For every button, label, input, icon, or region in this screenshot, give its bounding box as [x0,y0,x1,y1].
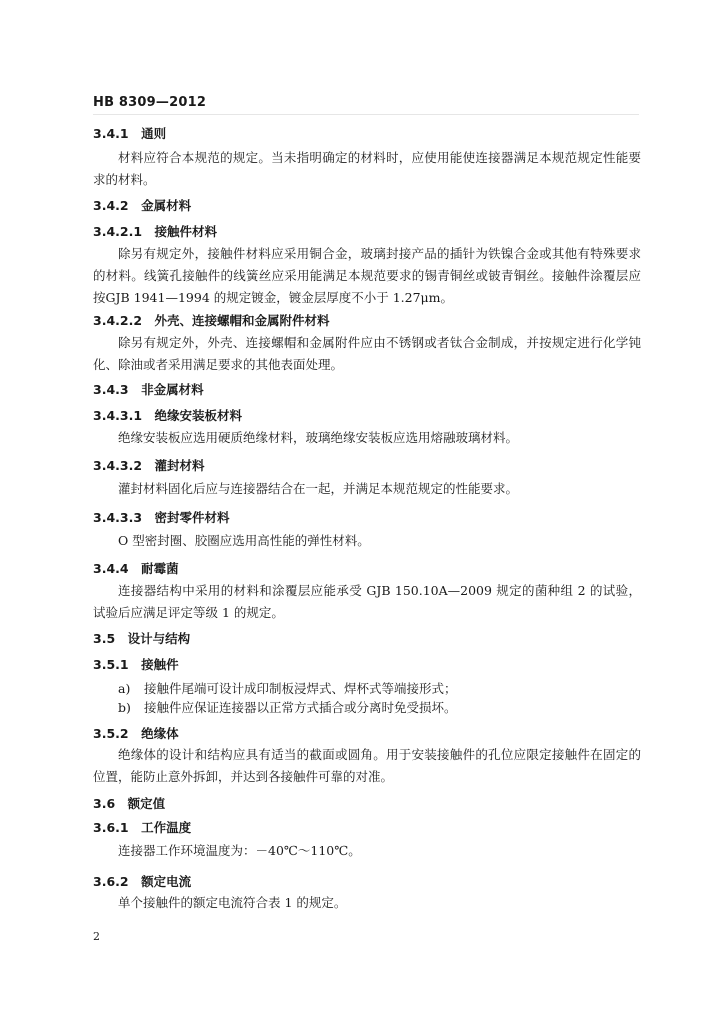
heading-3-4-3: 3.4.3 非金属材料 [93,382,204,397]
heading-3-4-2: 3.4.2 金属材料 [93,198,192,213]
page-number: 2 [93,930,100,943]
paragraph-3-4-2-2: 除另有规定外，外壳、连接螺帽和金属附件应由不锈钢或者钛合金制成，并按规定进行化学钝化、除油或者采用满足要求的其他表面处理。 [93,335,641,372]
list-marker: a) [118,681,131,696]
paragraph-3-4-2-1: 除另有规定外，接触件材料应采用铜合金，玻璃封接产品的插针为铁镍合金或其他有特殊要求的材料。线簧孔接触件的线簧丝应采用能满足本规范要求的锡青铜丝或铍青铜丝。接触件涂覆层应按GJB 1941—1994 的规定镀金，镀金层厚度不小于 1.27μm。 [93,246,641,305]
list-marker: b) [118,700,131,715]
heading-3-4-3-2: 3.4.3.2 灌封材料 [93,458,205,473]
paragraph-3-6-1: 连接器工作环境温度为：－40℃～110℃。 [118,843,361,858]
paragraph-3-5-2: 绝缘体的设计和结构应具有适当的截面或圆角。用于安装接触件的孔位应限定接触件在固定的位置，能防止意外拆卸，并达到各接触件可靠的对准。 [93,747,641,784]
heading-3-5-1: 3.5.1 接触件 [93,657,179,672]
heading-3-4-3-1: 3.4.3.1 绝缘安装板材料 [93,408,243,423]
paragraph-3-4-4: 连接器结构中采用的材料和涂覆层应能承受 GJB 150.10A—2009 规定的菌种组 2 的试验，试验后应满足评定等级 1 的规定。 [93,583,641,620]
heading-3-4-3-3: 3.4.3.3 密封零件材料 [93,510,230,525]
heading-3-5-2: 3.5.2 绝缘体 [93,726,179,741]
heading-3-6-1: 3.6.1 工作温度 [93,820,192,835]
heading-3-4-1: 3.4.1 通则 [93,126,167,141]
list-item [118,679,457,697]
paragraph-3-6-2: 单个接触件的额定电流符合表 1 的规定。 [118,895,347,910]
paragraph-3-4-1: 材料应符合本规范的规定。当未指明确定的材料时，应使用能使连接器满足本规范规定性能要求的材料。 [93,150,641,187]
list-item-text: 接触件应保证连接器以正常方式插合或分离时免受损坏。 [144,700,457,715]
document-id: HB 8309—2012 [93,95,207,110]
heading-3-4-2-2: 3.4.2.2 外壳、连接螺帽和金属附件材料 [93,313,330,328]
list-item-text: 接触件尾端可设计成印制板浸焊式、焊杯式等端接形式； [144,681,457,696]
paragraph-3-4-3-3: O 型密封圈、胶圈应选用高性能的弹性材料。 [118,533,370,548]
heading-3-5: 3.5 设计与结构 [93,631,191,646]
heading-3-4-2-1: 3.4.2.1 接触件材料 [93,224,218,239]
list-item [118,698,457,716]
heading-3-6-2: 3.6.2 额定电流 [93,874,192,889]
paragraph-3-4-3-2: 灌封材料固化后应与连接器结合在一起，并满足本规范规定的性能要求。 [118,481,519,496]
header-rule [93,114,639,115]
paragraph-3-4-3-1: 绝缘安装板应选用硬质绝缘材料，玻璃绝缘安装板应选用熔融玻璃材料。 [118,430,519,445]
heading-3-4-4: 3.4.4 耐霉菌 [93,561,179,576]
heading-3-6: 3.6 额定值 [93,796,166,811]
